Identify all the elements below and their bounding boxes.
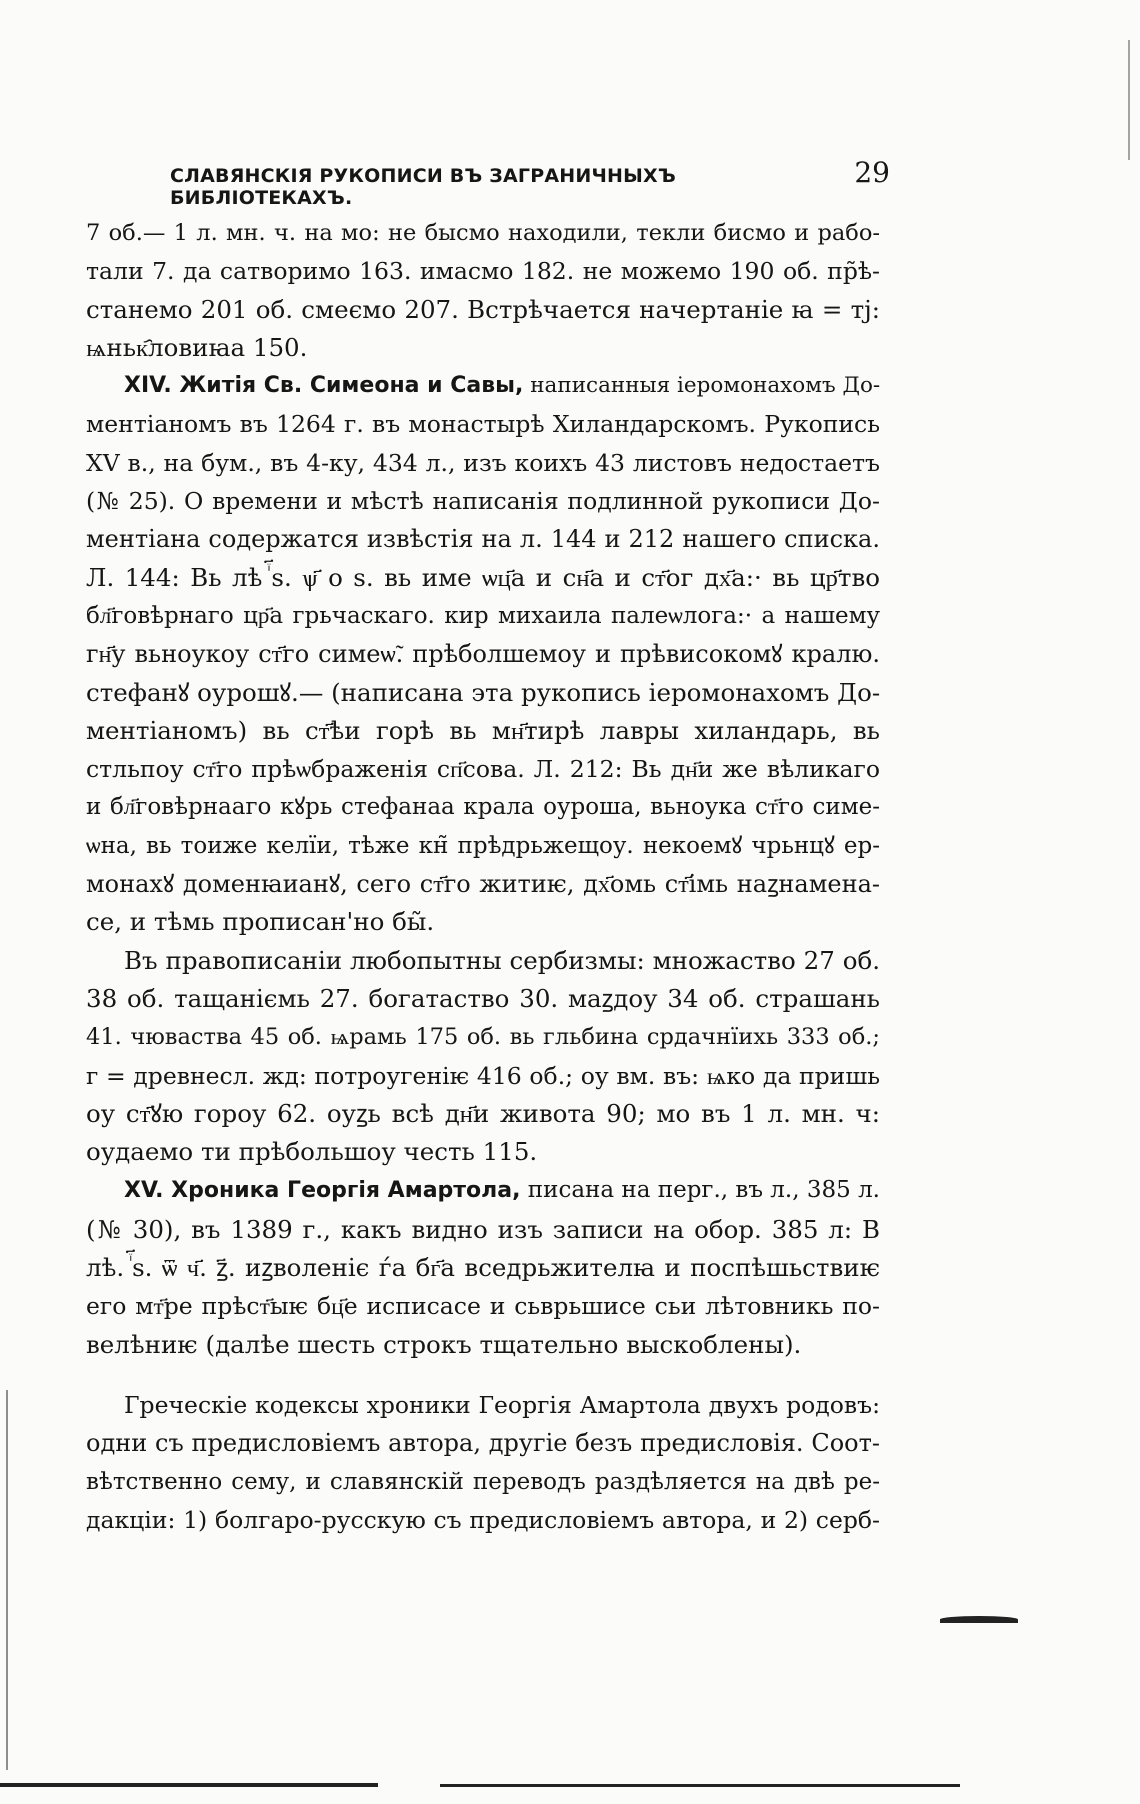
text-line: Греческіе кодексы хроники Георгія Амартола двухъ родовъ: [124, 1390, 880, 1419]
text-line: лѣ. ꙶ҃ѕ. ѿ ч҃. ꙁ҃. иꙁволеніє ѓа бг҃а вседрьжителꙗ и поспѣшьствиѥ [86, 1253, 880, 1283]
page-header [170, 156, 890, 209]
scan-bottom-edge [0, 1783, 378, 1787]
text-line: Въ правописаніи любопытны сербизмы: множаство 27 об. [124, 945, 880, 975]
text-line: стефанꙋ оурошꙋ.— (написана эта рукопись іеромонахомъ До- [86, 677, 881, 707]
text-line: Л. 144: Вь лѣ ꙶ҃ѕ. ѱ҃ о ѕ. вь име ѡц҃а и сн҃а и ст҃ог дх҃а:· вь цр҃тво [86, 562, 880, 592]
text-line: 41. чюваства 45 об. ѩрамь 175 об. вь гльбина срдачнїихь 333 об.; [86, 1024, 880, 1051]
text-line: вѣтственно сему, и славянскій переводъ раздѣляется на двѣ ре- [86, 1468, 880, 1495]
text-line: ментіаномъ) вь ст҃ѣи горѣ вь мн҃тирѣ лавры хиландарь, вь [86, 715, 880, 745]
section-heading-xiv: XIV. Житія Св. Симеона и Савы, [124, 373, 524, 399]
paragraph-xv [86, 1171, 880, 1363]
text-line: одни съ предисловіемъ автора, другіе безъ предисловія. Соот- [86, 1429, 880, 1458]
paragraph-continuation [86, 214, 880, 367]
text-line: ѩньк҄ловиꙗа 150. [86, 332, 308, 362]
scan-right-edge [1128, 40, 1130, 160]
text-line: 7 об.— 1 л. мн. ч. на мо: не бысмо находили, текли бисмо и рабо- [86, 220, 880, 246]
text-line: г = древнесл. жд: потроугеніѥ 416 об.; оу вм. въ: ѩко да пришь [86, 1061, 880, 1090]
section-heading-xv: XV. Хроника Георгія Амартола, [124, 1178, 521, 1204]
body-text [86, 214, 880, 1539]
text-line: станемо 201 об. смеємо 207. Встрѣчается начертаніе ꙗ = тј: [86, 294, 880, 324]
text-line: дакціи: 1) болгаро-русскую съ предисловіемъ автора, и 2) серб- [86, 1505, 880, 1534]
text-line: се, и тѣмь прописан'но бы̃. [86, 907, 435, 937]
paragraph-greek-codices [86, 1386, 880, 1539]
scan-left-edge [6, 1390, 8, 1770]
text-line: ментіана содержатся извѣстія на л. 144 и 212 нашего списка. [86, 525, 880, 554]
paragraph-xiv [86, 367, 880, 941]
text-line: 38 об. тащаніємь 27. богатаство 30. маꙁдоу 34 об. страшань [86, 983, 880, 1013]
text-line: велѣниѥ (далѣе шесть строкъ тщательно выскоблены). [86, 1329, 802, 1359]
text-line: бл҃говѣрнаго цр҃а грьчаскаго. кир михаила палеѡлога:· а нашему [86, 602, 880, 629]
text-line: тали 7. да сатворимо 163. имасмо 182. не можемо 190 об. пр̃ѣ- [86, 257, 880, 286]
text-line: XV. Хроника Георгія Амартола, писана на перг., въ л., 385 л. [124, 1177, 880, 1204]
text-line: ментіаномъ въ 1264 г. въ монастырѣ Хиландарскомъ. Рукопись [86, 410, 880, 439]
text-line: (№ 30), въ 1389 г., какъ видно изъ записи на обор. 385 л: В [86, 1214, 880, 1244]
text-line: ѡна, вь тоиже келїи, тѣже кн̃ прѣдрьжещоу. некоемꙋ чрьнцꙋ ер- [86, 832, 880, 859]
text-line: оу ст҃ꙋю гороу 62. оуꙁь всѣ дн҃и живота 90; мо въ 1 л. мн. ч: [86, 1098, 880, 1128]
text-line: стльпоу ст҃го прѣѡбраженія сп҃сова. Л. 212: Вь дн҃и же вѣликаго [86, 755, 880, 784]
text-line: оудаемо ти прѣбольшоу честь 115. [86, 1137, 538, 1167]
text-line: монахꙋ доменꙗианꙋ, сего ст҃го житиѥ, дх҃омь ст҃імь наꙁнамена- [86, 870, 880, 899]
text-line: XIV. Житія Св. Симеона и Савы, написанныя іеромонахомъ До- [124, 373, 881, 399]
running-head: СЛАВЯНСКІЯ РУКОПИСИ ВЪ ЗАГРАНИЧНЫХЪ БИБЛІОТЕКАХЪ. [170, 165, 676, 209]
text-line: XV в., на бум., въ 4-ку, 434 л., изъ коихъ 43 листовъ недостаетъ [86, 448, 880, 477]
paragraph-orthography [86, 942, 880, 1172]
text-line: его мт҃ре прѣст҃ыѥ бц҃е исписасе и сьврьшисе сьи лѣтовникь по- [86, 1292, 880, 1321]
scan-bottom-edge [440, 1784, 960, 1787]
text-line: и бл҃говѣрнааго кꙋрь стефанаа крала оуроша, вьноука ст҃го симе- [86, 794, 880, 821]
scan-smudge [940, 1616, 1018, 1623]
text-line: (№ 25). О времени и мѣстѣ написанія подлинной рукописи До- [86, 487, 880, 516]
page-number: 29 [854, 156, 890, 189]
text-line: гн҃у вьноукоу ст҃го симеѡ̃. прѣболшемоу и прѣвисокомꙋ кралю. [86, 640, 880, 669]
